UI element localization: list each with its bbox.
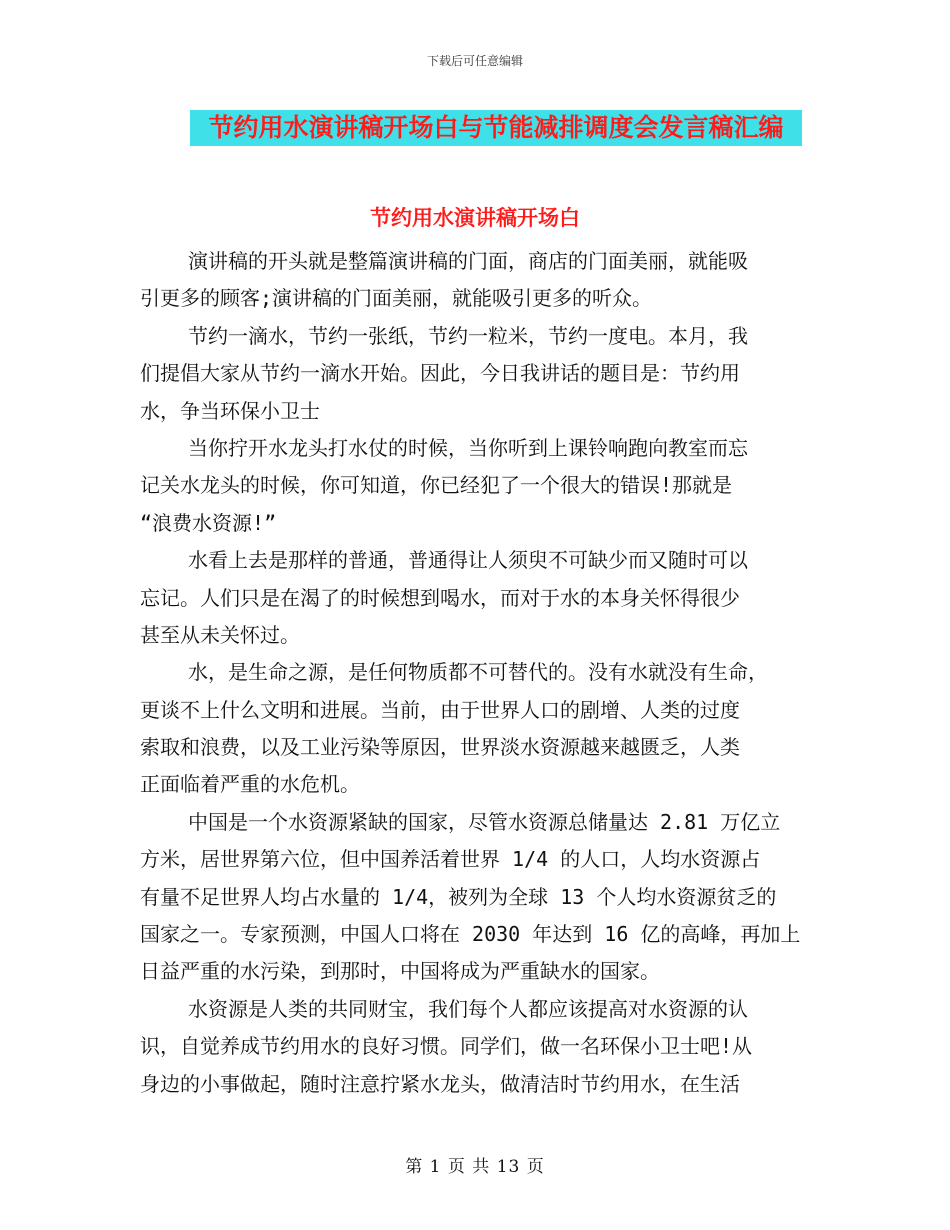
text-line: 日益严重的水污染，到那时，中国将成为严重缺水的国家。 bbox=[140, 959, 660, 984]
paragraph bbox=[140, 654, 812, 804]
text-line: 有量不足世界人均占水量的 1/4，被列为全球 13 个人均水资源贫乏的 bbox=[140, 884, 777, 909]
paragraph bbox=[140, 430, 812, 542]
text-line: 当你拧开水龙头打水仗的时候，当你听到上课铃响跑向教室而忘 bbox=[188, 435, 748, 460]
text-line: 国家之一。专家预测，中国人口将在 2030 年达到 16 亿的高峰，再加上 bbox=[140, 922, 801, 947]
text-line: 记关水龙头的时候，你可知道，你已经犯了一个很大的错误!那就是 bbox=[140, 473, 733, 498]
paragraph bbox=[140, 318, 812, 430]
section-title: 节约用水演讲稿开场白 bbox=[370, 205, 580, 230]
text-line: 忘记。人们只是在渴了的时候想到喝水，而对于水的本身关怀得很少 bbox=[140, 585, 740, 610]
paragraph bbox=[140, 804, 812, 991]
text-line: 节约一滴水，节约一张纸，节约一粒米，节约一度电。本月，我 bbox=[188, 323, 748, 348]
text-line: 索取和浪费，以及工业污染等原因，世界淡水资源越来越匮乏，人类 bbox=[140, 735, 740, 760]
text-line: 演讲稿的开头就是整篇演讲稿的门面，商店的门面美丽，就能吸 bbox=[188, 249, 748, 273]
paragraph bbox=[140, 991, 812, 1103]
text-line: 身边的小事做起，随时注意拧紧水龙头，做清洁时节约用水，在生活 bbox=[140, 1071, 740, 1096]
text-line: 识，自觉养成节约用水的良好习惯。同学们，做一名环保小卫士吧!从 bbox=[140, 1034, 753, 1059]
text-line: “浪费水资源!” bbox=[140, 510, 277, 535]
text-line: 方米，居世界第六位，但中国养活着世界 1/4 的人口，人均水资源占 bbox=[140, 847, 761, 872]
document-title: 节约用水演讲稿开场白与节能减排调度会发言稿汇编 bbox=[190, 110, 802, 146]
paragraph bbox=[140, 243, 812, 318]
document-body bbox=[140, 243, 812, 1103]
header-note: 下载后可任意编辑 bbox=[426, 54, 523, 68]
text-line: 正面临着严重的水危机。 bbox=[140, 772, 360, 797]
text-line: 水，是生命之源，是任何物质都不可替代的。没有水就没有生命， bbox=[188, 660, 768, 685]
text-line: 中国是一个水资源紧缺的国家，尽管水资源总储量达 2.81 万亿立 bbox=[188, 809, 781, 834]
text-line: 们提倡大家从节约一滴水开始。因此，今日我讲话的题目是：节约用 bbox=[140, 361, 740, 386]
text-line: 甚至从未关怀过。 bbox=[140, 622, 300, 647]
text-line: 水资源是人类的共同财宝，我们每个人都应该提高对水资源的认 bbox=[188, 996, 748, 1021]
text-line: 水，争当环保小卫士 bbox=[140, 398, 320, 423]
paragraph bbox=[140, 542, 812, 654]
text-line: 水看上去是那样的普通，普通得让人须臾不可缺少而又随时可以 bbox=[188, 548, 748, 573]
page-number: 第 1 页 共 13 页 bbox=[405, 1157, 545, 1177]
text-line: 引更多的顾客;演讲稿的门面美丽，就能吸引更多的听众。 bbox=[140, 286, 653, 311]
text-line: 更谈不上什么文明和进展。当前，由于世界人口的剧增、人类的过度 bbox=[140, 697, 740, 722]
